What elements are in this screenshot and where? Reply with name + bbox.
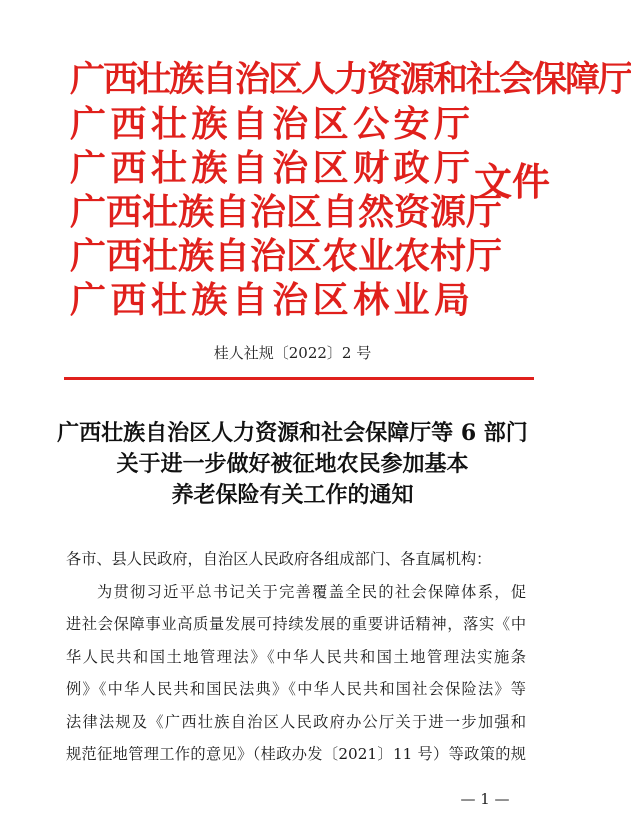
issuer-line: 广西壮族自治区农业农村厅 [70,235,503,277]
document-number: 桂人社规〔2022〕2 号 [213,344,372,362]
paragraph-line: 例》《中华人民共和国民法典》《中华人民共和国社会保险法》等 [66,680,526,698]
paragraph-line: 为贯彻习近平总书记关于完善覆盖全民的社会保障体系，促 [97,582,526,601]
red-divider-line [64,377,534,380]
paragraph-line: 规范征地管理工作的意见》（桂政办发〔2021〕11 号）等政策的规 [66,745,526,763]
issuer-line: 广西壮族自治区林业局 [70,279,470,321]
title-line: 广西壮族自治区人力资源和社会保障厅等 6 部门 [57,420,528,446]
paragraph-line: 进社会保障事业高质量发展可持续发展的重要讲话精神，落实《中 [66,615,526,633]
issuer-line: 广西壮族自治区财政厅 [70,147,470,189]
title-line: 养老保险有关工作的通知 [171,482,414,508]
document-title [40,418,545,511]
issuer-line: 广西壮族自治区自然资源厅 [70,191,503,233]
paragraph-line: 法律法规及《广西壮族自治区人民政府办公厅关于进一步加强和 [66,712,526,731]
title-line: 关于进一步做好被征地农民参加基本 [116,451,469,477]
document-body [66,543,526,771]
issuer-line: 广西壮族自治区人力资源和社会保障厅 [70,59,631,100]
document-suffix: 文件 [474,159,551,204]
paragraph-line: 华人民共和国土地管理法》《中华人民共和国土地管理法实施条 [66,647,526,666]
issuer-line: 广西壮族自治区公安厅 [70,103,470,145]
addressee-line: 各市、县人民政府，自治区人民政府各组成部门、各直属机构： [66,550,492,568]
page-number: — 1 — [460,790,510,808]
